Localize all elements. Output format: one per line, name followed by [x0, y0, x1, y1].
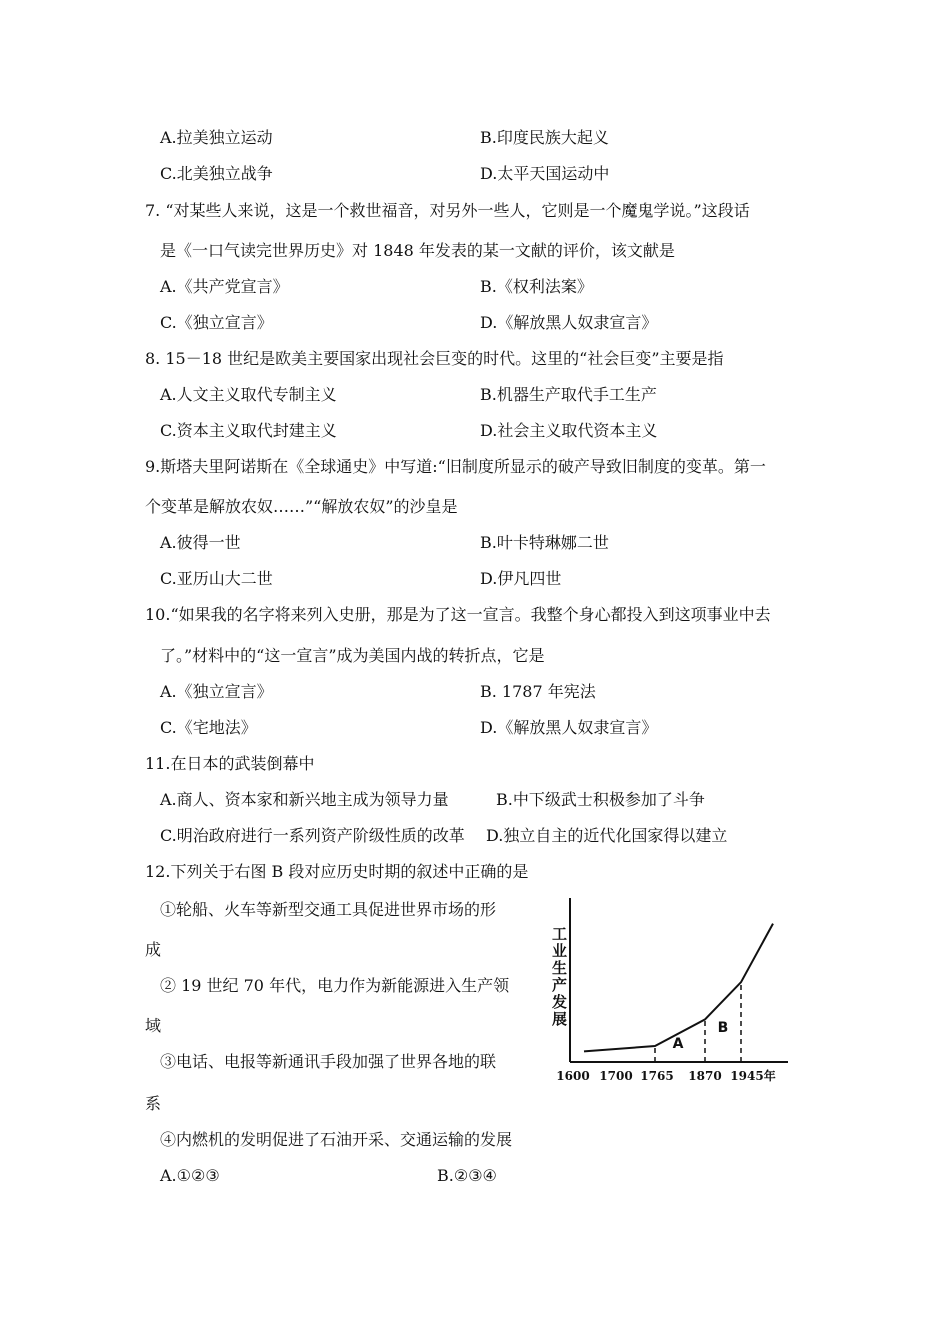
q12-stem-line1: 12.下列关于右图 B 段对应历史时期的叙述中正确的是 [145, 862, 529, 881]
chart-segment-label-b: B [717, 1020, 729, 1036]
industrial-growth-chart [548, 895, 798, 1090]
q10-option-c: C.《宅地法》 [160, 718, 257, 737]
chart-segment-label-a: A [672, 1036, 684, 1052]
chart-series-line [584, 924, 773, 1052]
q11-option-c: C.明治政府进行一系列资产阶级性质的改革 [160, 826, 465, 845]
q11-option-d: D.独立自主的近代化国家得以建立 [486, 826, 728, 845]
q8-option-c: C.资本主义取代封建主义 [160, 421, 337, 440]
q6-option-c: C.北美独立战争 [160, 164, 273, 183]
q10-option-d: D.《解放黑人奴隶宣言》 [480, 718, 658, 737]
q11-stem-line1: 11.在日本的武装倒幕中 [145, 754, 315, 773]
q8-option-b: B.机器生产取代手工生产 [480, 385, 657, 404]
q9-option-c: C.亚历山大二世 [160, 569, 273, 588]
chart-x-tick-label: 1945年 [730, 1069, 776, 1083]
q9-stem-line1: 9.斯塔夫里阿诺斯在《全球通史》中写道:“旧制度所显示的破产导致旧制度的变革。第一 [145, 457, 766, 476]
q9-option-b: B.叶卡特琳娜二世 [480, 533, 609, 552]
q10-option-a: A.《独立宣言》 [160, 682, 273, 701]
q12-statement-4: ④内燃机的发明促进了石油开采、交通运输的发展 [160, 1130, 513, 1149]
q9-stem-line2: 个变革是解放农奴……”“解放农奴”的沙皇是 [145, 497, 458, 516]
q12-statement-3: ③电话、电报等新通讯手段加强了世界各地的联 [160, 1052, 497, 1071]
q12-option-a: A.①②③ [160, 1166, 220, 1185]
chart-y-axis-label: 工业生产发展 [552, 925, 568, 1028]
q7-option-b: B.《权利法案》 [480, 277, 593, 296]
q8-option-a: A.人文主义取代专制主义 [160, 385, 337, 404]
chart-svg [548, 895, 798, 1090]
q12-statement-1: ①轮船、火车等新型交通工具促进世界市场的形 [160, 900, 497, 919]
q8-stem-line1: 8. 15－18 世纪是欧美主要国家出现社会巨变的时代。这里的“社会巨变”主要是指 [145, 349, 724, 368]
q7-option-d: D.《解放黑人奴隶宣言》 [480, 313, 658, 332]
chart-x-tick-label: 1700 [599, 1069, 633, 1083]
q6-option-b: B.印度民族大起义 [480, 128, 609, 147]
q7-option-c: C.《独立宣言》 [160, 313, 273, 332]
chart-x-tick-label: 1765 [640, 1069, 674, 1083]
q11-option-a: A.商人、资本家和新兴地主成为领导力量 [160, 790, 449, 809]
q12-statement-1-cont: 成 [145, 940, 162, 959]
chart-x-tick-label: 1600 [556, 1069, 590, 1083]
q6-option-a: A.拉美独立运动 [160, 128, 273, 147]
q7-stem-line1: 7. “对某些人来说，这是一个救世福音，对另外一些人，它则是一个魔鬼学说。”这段话 [145, 201, 750, 220]
q12-statement-2-cont: 域 [145, 1016, 162, 1035]
q11-option-b: B.中下级武士积极参加了斗争 [496, 790, 705, 809]
q12-statement-3-cont: 系 [145, 1094, 162, 1113]
q8-option-d: D.社会主义取代资本主义 [480, 421, 658, 440]
q10-option-b: B. 1787 年宪法 [480, 682, 596, 701]
q6-option-d: D.太平天国运动中 [480, 164, 610, 183]
q9-option-a: A.彼得一世 [160, 533, 241, 552]
chart-x-tick-label: 1870 [688, 1069, 722, 1083]
q9-option-d: D.伊凡四世 [480, 569, 562, 588]
q10-stem-line2: 了。”材料中的“这一宣言”成为美国内战的转折点，它是 [160, 646, 545, 665]
q12-option-b: B.②③④ [437, 1166, 497, 1185]
q12-statement-2: ② 19 世纪 70 年代，电力作为新能源进入生产领 [160, 976, 510, 995]
q10-stem-line1: 10.“如果我的名字将来列入史册，那是为了这一宣言。我整个身心都投入到这项事业中去 [145, 605, 771, 624]
q7-option-a: A.《共产党宣言》 [160, 277, 289, 296]
q7-stem-line2: 是《一口气读完世界历史》对 1848 年发表的某一文献的评价，该文献是 [160, 241, 675, 260]
